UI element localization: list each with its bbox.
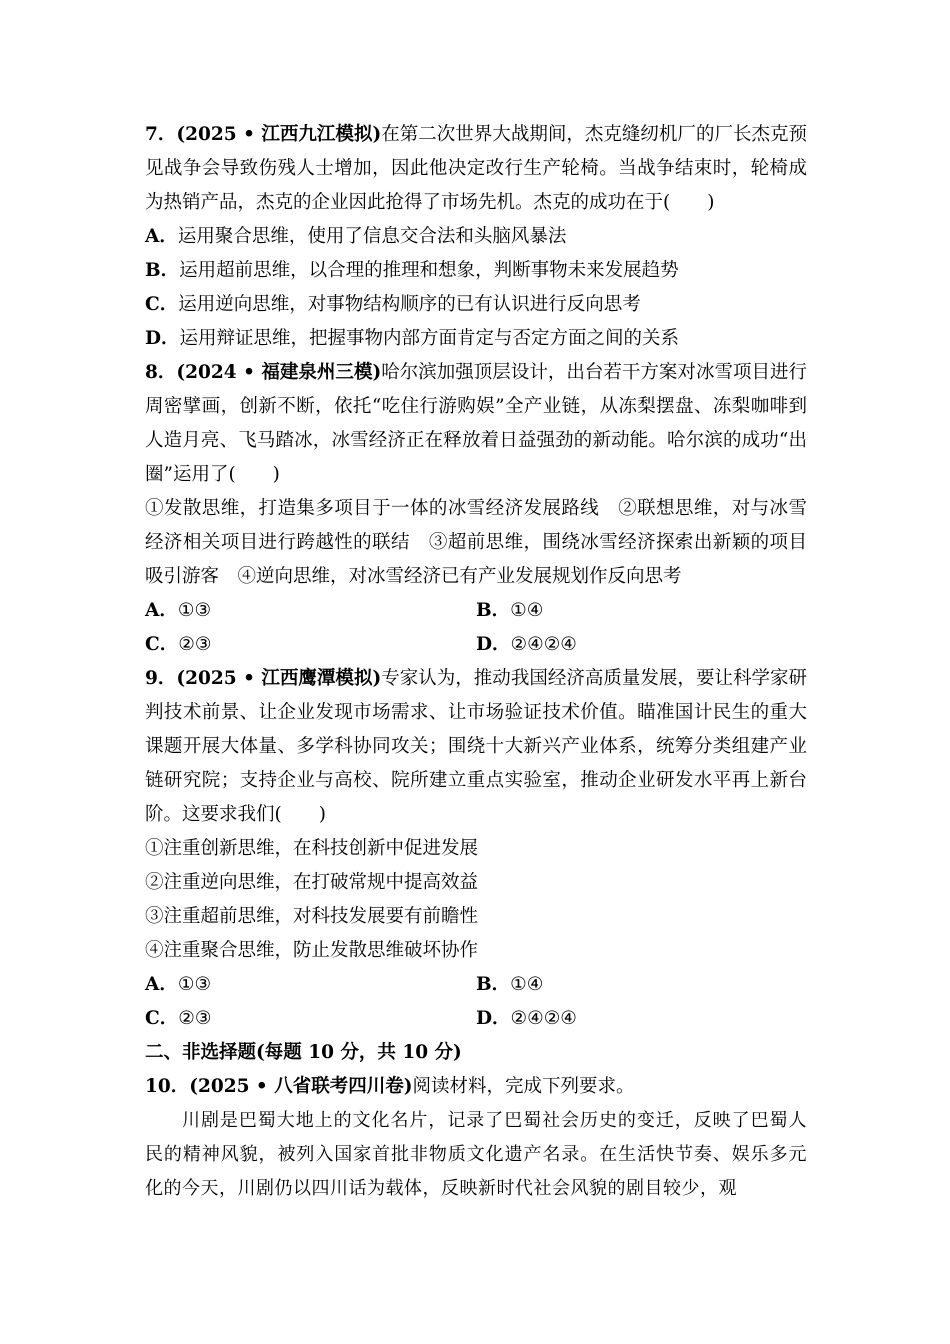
- question-9-statement-3: ③注重超前思维，对科技发展要有前瞻性: [145, 906, 479, 927]
- question-8-statements: ①发散思维，打造集多项目于一体的冰雪经济发展路线 ②联想思维，对与冰雪经济相关项目进行跨越性的联结 ③超前思维，围绕冰雪经济探索出新颖的项目吸引游客 ④逆向思维，对冰雪经济已有产业发展规划作反向思考: [145, 498, 807, 587]
- option-text: ②④②④: [510, 1008, 577, 1029]
- section-title: 二、非选择题(每题 10 分，共 10 分): [145, 1042, 462, 1063]
- question-9-statement-4: ④注重聚合思维，防止发散思维破坏协作: [145, 940, 479, 961]
- question-7-stem: [145, 118, 807, 220]
- question-8-stem: [145, 356, 807, 492]
- option-letter: C．: [145, 1008, 179, 1029]
- option-letter: B．: [476, 600, 511, 621]
- option-letter: D．: [476, 634, 511, 655]
- question-7-option-c: [145, 288, 807, 322]
- option-text: ①④: [510, 600, 544, 621]
- question-9-option-b: [476, 968, 807, 1002]
- option-letter: C．: [145, 634, 179, 655]
- option-letter: A．: [145, 974, 178, 995]
- question-7-number: 7．: [145, 124, 177, 145]
- question-9-option-c: [145, 1002, 476, 1036]
- question-9-option-d: [476, 1002, 807, 1036]
- option-text: ②④②④: [510, 634, 577, 655]
- question-10-text: 阅读材料，完成下列要求。: [412, 1076, 635, 1097]
- option-text: 运用超前思维，以合理的推理和想象，判断事物未来发展趋势: [179, 260, 679, 281]
- option-text: ②③: [178, 634, 212, 655]
- option-text: 运用辩证思维，把握事物内部方面肯定与否定方面之间的关系: [179, 328, 680, 349]
- question-9-statement-1: ①注重创新思维，在科技创新中促进发展: [145, 838, 479, 859]
- option-text: ①④: [510, 974, 544, 995]
- question-9-number: 9．: [145, 668, 177, 689]
- question-7-text: 在第二次世界大战期间，杰克缝纫机厂的厂长杰克预见战争会导致伤残人士增加，因此他决定改行生产轮椅。当战争结束时，轮椅成为热销产品，杰克的企业因此抢得了市场先机。杰克的成功在于( ): [145, 124, 808, 213]
- question-8-option-d: [476, 628, 807, 662]
- question-10-stem: [145, 1070, 807, 1104]
- option-text: 运用逆向思维，对事物结构顺序的已有认识进行反向思考: [178, 294, 641, 315]
- question-8-option-c: [145, 628, 476, 662]
- question-9-options-row-2: [145, 1002, 807, 1036]
- option-letter: D．: [476, 1008, 511, 1029]
- question-9-text: 专家认为，推动我国经济高质量发展，要让科学家研判技术前景、让企业发现市场需求、让市场验证技术价值。瞄准国计民生的重大课题开展大体量、多学科协同攻关；围绕十大新兴产业体系，统筹分类组建产业链研究院；支持企业与高校、院所建立重点实验室，推动企业研发水平再上新台阶。这要求我们( ): [145, 668, 808, 825]
- question-8-source: (2024 • 福建泉州三模): [176, 362, 382, 383]
- option-letter: A．: [145, 226, 178, 247]
- question-10-source: (2025 • 八省联考四川卷): [189, 1076, 413, 1097]
- question-9-stem: [145, 662, 807, 832]
- option-text: ②③: [178, 1008, 212, 1029]
- option-letter: A．: [145, 600, 178, 621]
- question-10-material: 川剧是巴蜀大地上的文化名片，记录了巴蜀社会历史的变迁，反映了巴蜀人民的精神风貌，被列入国家首批非物质文化遗产名录。在生活快节奏、娱乐多元化的今天，川剧仍以四川话为载体，反映新时代社会风貌的剧目较少，观: [145, 1110, 807, 1199]
- question-7-option-a: [145, 220, 807, 254]
- question-9-source: (2025 • 江西鹰潭模拟): [176, 668, 382, 689]
- option-text: ①③: [177, 974, 212, 995]
- question-7-option-d: [145, 322, 807, 356]
- question-7-source: (2025 • 江西九江模拟): [176, 124, 382, 145]
- question-8-option-b: [476, 594, 807, 628]
- question-8-options-row-1: [145, 594, 807, 628]
- option-letter: C．: [145, 294, 179, 315]
- question-8-number: 8．: [145, 362, 177, 383]
- question-9-option-a: [145, 968, 476, 1002]
- question-8-option-a: [145, 594, 476, 628]
- option-text: 运用聚合思维，使用了信息交合法和头脑风暴法: [177, 226, 567, 247]
- option-letter: D．: [145, 328, 180, 349]
- question-9-statement-2: ②注重逆向思维，在打破常规中提高效益: [145, 872, 479, 893]
- question-7-option-b: [145, 254, 807, 288]
- question-10-number: 10．: [145, 1076, 190, 1097]
- question-8-text: 哈尔滨加强顶层设计，出台若干方案对冰雪项目进行周密擘画，创新不断，依托“吃住行游购娱”全产业链，从冻梨摆盘、冻梨咖啡到人造月亮、飞马踏冰，冰雪经济正在释放着日益强劲的新动能。哈尔滨的成功“出圈”运用了( ): [145, 362, 808, 485]
- option-letter: B．: [476, 974, 511, 995]
- document-body: [145, 118, 807, 1206]
- option-letter: B．: [145, 260, 180, 281]
- option-text: ①③: [177, 600, 212, 621]
- question-9-options-row-1: [145, 968, 807, 1002]
- question-8-options-row-2: [145, 628, 807, 662]
